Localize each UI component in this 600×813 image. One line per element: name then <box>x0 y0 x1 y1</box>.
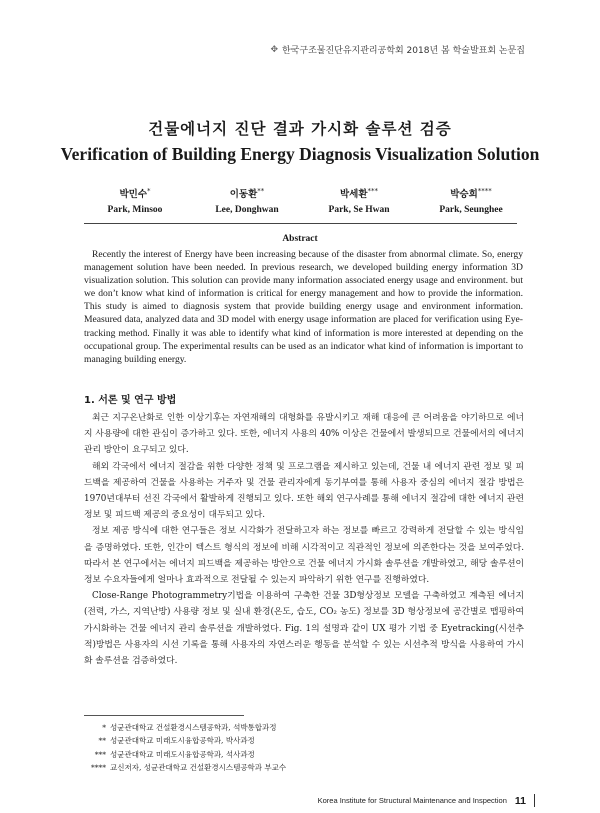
divider <box>84 223 517 224</box>
author-list <box>80 186 526 215</box>
author-name-english: Park, Seunghee <box>439 205 503 215</box>
footnote-text: 성균관대학교 미래도시융합공학과, 석사과정 <box>110 749 255 759</box>
footnote-text: 성균관대학교 건설환경시스템공학과, 석박통합과정 <box>110 723 277 732</box>
ornament-icon: ✥ <box>270 44 278 55</box>
abstract-heading: Abstract <box>282 234 318 244</box>
author-1 <box>80 186 190 215</box>
footnote-text: 교신저자, 성균관대학교 건설환경시스템공학과 부교수 <box>110 762 287 772</box>
author-name-korean: 박승희**** <box>450 186 492 200</box>
paragraph: Close-Range Photogrammetry기법을 이용하여 구축한 건물 3D형상정보 모델을 구축하였고 계측된 에너지(전력, 가스, 지역난방) 사용량 정보 및 실내 환경(온도, 습도, CO₂ 농도) 정보를 3D 형상정보에 공간별로 맵핑하여 가시화하는 건물 에너지 관리 솔루션을 개발하였다. Fig. 1의 설명과 같이 UX 평가 기법 중 Eyetracking(시선추적)방법은 사용자의 시선 기록을 통해 사용자의 자연스러운 행동을 분석할 수 있는 시선추적 방식을 사용하여 가시화 솔루션을 검증하였다. <box>84 591 524 667</box>
title-english: Verification of Building Energy Diagnosis Visualization Solution <box>60 144 540 164</box>
author-name-english: Park, Se Hwan <box>328 205 390 215</box>
author-name-korean: 박민수* <box>119 186 151 200</box>
footnote-text: 성균관대학교 미래도시융합공학과, 박사과정 <box>110 736 255 746</box>
section-body <box>84 410 524 669</box>
page-footer <box>318 794 535 807</box>
paragraph: 해외 각국에서 에너지 절감을 위한 다양한 정책 및 프로그램을 제시하고 있는데, 건물 내 에너지 관련 정보 및 피드백을 제공하여 건물을 사용하는 거주자 및 건물 관리자에게 동기부여를 통해 사용자 중심의 에너지 절감 방법은 1970년대부터 선진 각국에서 활발하게 진행되고 있다. 또한 해외 연구사례를 통해 에너지 절감에 대한 에너지 관련 정보 및 피드백 제공의 중요성이 대두되고 있다. <box>84 461 524 521</box>
abstract-text: Recently the interest of Energy have been increasing because of the disaster from abnormal climate. So, energy management solution have been needed. In previous research, we developed building energy information 3D visualization solution. This solution can provide many information associated energy usage and environment. but we don’t know what kind of information is critical for energy management and how to provide the information. This study is aimed to diagnosis system that provide building energy usage and environment information. Measured data, analyzed data and 3D model with energy usage information are placed for verification using Eye-tracking method. Finally it was able to identify what kind of information is more interested at depending on the occupational group. The experimental results can be used as an indicator what kind of information is important to managing building energy. <box>84 249 523 365</box>
affiliation-mark: *** <box>367 186 379 195</box>
title-korean: 건물에너지 진단 결과 가시화 솔루션 검증 <box>148 120 452 138</box>
footnote-mark: * <box>102 723 106 732</box>
author-name-korean: 박세환*** <box>339 186 379 200</box>
footnote-mark: **** <box>91 762 106 772</box>
paragraph: 정보 제공 방식에 대한 연구들은 정보 시각화가 전달하고자 하는 정보를 빠르고 강력하게 전달할 수 있는 방식임을 증명하였다. 또한, 인간이 텍스트 형식의 정보에 비해 시각적이고 직관적인 정보에 의존한다는 것을 보여주었다. 따라서 본 연구에서는 에너지 피드백을 제공하는 방안으로 건물 에너지 가시화 솔루션을 개발하였고, 해당 솔루션이 정보 수요자들에게 얼마나 효과적으로 전달될 수 있는지 파악하기 위한 연구를 진행하였다. <box>84 526 524 586</box>
footnote-mark: ** <box>98 736 106 746</box>
running-header <box>270 43 525 56</box>
affiliation-mark: **** <box>477 186 492 195</box>
footnote <box>84 721 286 734</box>
author-name-korean: 이동환** <box>229 186 265 200</box>
affiliation-mark: * <box>147 186 151 195</box>
author-4 <box>416 186 526 215</box>
footnote <box>84 748 286 761</box>
paragraph: 최근 지구온난화로 인한 이상기후는 자연재해의 대형화를 유발시키고 재해 대응에 큰 어려움을 야기하므로 에너지 사용량에 대한 관심이 증가하고 있다. 또한, 에너지 사용의 40% 이상은 건물에서 발생되므로 건물에서의 에너지 관리 방안이 요구되고 있다. <box>84 413 524 456</box>
footnotes <box>84 721 286 774</box>
section-heading: 1. 서론 및 연구 방법 <box>84 395 177 406</box>
journal-name: 한국구조물진단유지관리공학회 2018년 봄 학술발표회 논문집 <box>281 46 525 56</box>
footer-divider <box>534 794 535 807</box>
page-number: 11 <box>514 794 526 807</box>
author-3 <box>304 186 414 215</box>
footnote-mark: *** <box>94 749 106 759</box>
footnote-divider <box>84 715 244 716</box>
author-name-english: Lee, Donghwan <box>215 205 279 215</box>
affiliation-mark: ** <box>257 186 265 195</box>
footer-organization: Korea Institute for Structural Maintenance and Inspection <box>317 796 507 805</box>
author-name-english: Park, Minsoo <box>107 205 163 215</box>
author-2 <box>192 186 302 215</box>
footnote <box>84 761 286 774</box>
footnote <box>84 734 286 747</box>
